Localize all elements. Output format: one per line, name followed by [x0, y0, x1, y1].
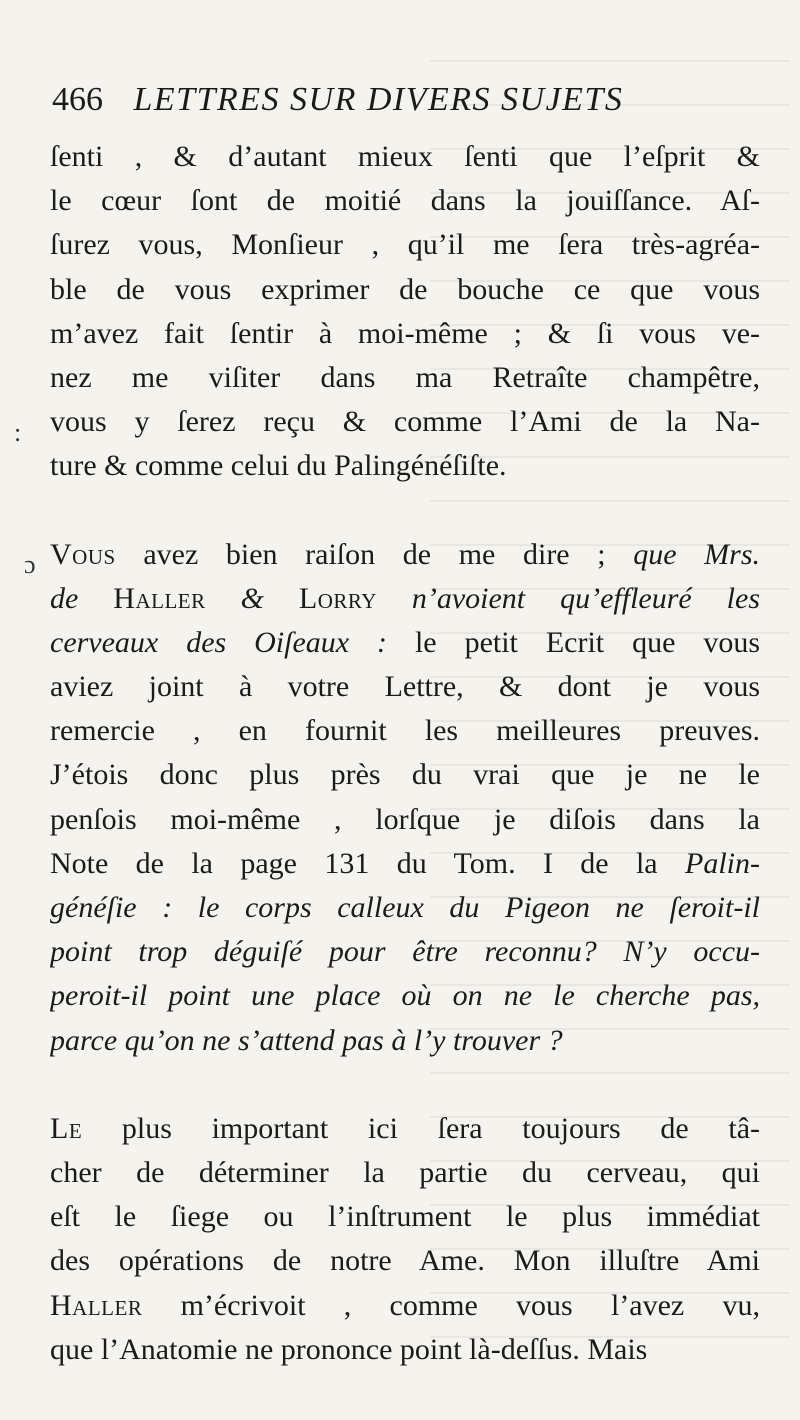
text-line: [50, 709, 760, 753]
text-segment: que l’Anatomie ne prononce point là-deſſus. Mais: [50, 1332, 648, 1366]
italic-text: cerveaux des Oiſeaux :: [50, 625, 388, 659]
text-segment: penſois moi-même , lorſque je diſois dans la: [50, 802, 760, 836]
italic-text: Palin-: [685, 846, 760, 880]
italic-text: n’avoient qu’effleuré les: [376, 581, 760, 615]
text-segment: le petit Ecrit que vous: [387, 625, 760, 659]
running-header: [52, 80, 752, 120]
text-line: [50, 974, 760, 1018]
text-segment: ture & comme celui du Palingénéſiſte.: [50, 449, 507, 483]
paragraph: [50, 533, 760, 1063]
text-line: [50, 312, 760, 356]
margin-mark: :: [14, 418, 22, 447]
text-line: [50, 842, 760, 886]
text-line: [50, 886, 760, 930]
small-caps-text: Haller: [113, 581, 206, 615]
italic-text: parce qu’on ne s’attend pas à l’y trouver ?: [50, 1023, 563, 1057]
text-segment: avez bien raiſon de me dire ;: [115, 537, 634, 571]
running-title: LETTRES SUR DIVERS SUJETS: [133, 81, 624, 118]
text-segment: eſt le ſiege ou l’inſtrument le plus immédiat: [50, 1200, 760, 1234]
text-segment: ſurez vous, Monſieur , qu’il me ſera très-agréa-: [50, 228, 760, 262]
text-segment: m’avez fait ſentir à moi-même ; & ſi vous ve-: [50, 316, 760, 350]
italic-text: que Mrs.: [633, 537, 760, 571]
text-segment: vous y ſerez reçu & comme l’Ami de la Na-: [50, 405, 760, 439]
text-segment: J’étois donc plus près du vrai que je ne le: [50, 758, 760, 792]
italic-text: de: [50, 581, 114, 615]
text-segment: Note de la page 131 du Tom. I de la: [50, 846, 685, 880]
paragraph: [50, 135, 760, 489]
small-caps-text: Haller: [50, 1288, 143, 1322]
text-segment: ble de vous exprimer de bouche ce que vous: [50, 272, 760, 306]
italic-text: généſie : le corps calleux du Pigeon ne ſeroit-il: [50, 891, 760, 924]
text-segment: plus important ici ſera toujours de tâ-: [82, 1111, 760, 1145]
text-segment: des opérations de notre Ame. Mon illuſtre Ami: [50, 1244, 760, 1278]
text-line: [50, 1328, 760, 1372]
margin-mark: ɔ: [24, 550, 36, 579]
italic-text: point trop déguiſé pour être reconnu? N’y occu-: [50, 935, 760, 969]
text-line: [50, 135, 760, 179]
text-line: [50, 268, 760, 312]
text-line: [50, 1239, 760, 1283]
text-line: [50, 577, 760, 621]
text-line: [50, 1107, 760, 1151]
text-line: [50, 753, 760, 797]
page-number: 466: [52, 81, 103, 118]
text-line: [50, 356, 760, 400]
italic-text: peroit-il point une place où on ne le cherche pas,: [50, 979, 760, 1013]
small-caps-text: Le: [50, 1111, 83, 1145]
text-line: [50, 621, 760, 665]
text-line: [50, 1019, 760, 1063]
text-segment: aviez joint à votre Lettre, & dont je vous: [50, 670, 760, 704]
text-line: [50, 533, 760, 577]
text-line: [50, 400, 760, 444]
text-line: [50, 179, 760, 223]
text-segment: m’écrivoit , comme vous l’avez vu,: [142, 1288, 760, 1322]
text-line: [50, 1151, 760, 1195]
text-line: [50, 223, 760, 267]
text-line: [50, 930, 760, 974]
text-line: [50, 665, 760, 709]
text-line: [50, 798, 760, 842]
paragraph: [50, 1107, 760, 1372]
text-segment: nez me viſiter dans ma Retraîte champêtre,: [50, 360, 760, 394]
text-segment: le cœur ſont de moitié dans la jouiſſance. Aſ-: [50, 184, 760, 218]
text-segment: ſenti , & d’autant mieux ſenti que l’eſprit &: [50, 140, 760, 173]
text-segment: cher de déterminer la partie du cerveau, qui: [50, 1155, 760, 1189]
body-text: [50, 135, 760, 1372]
text-segment: remercie , en fournit les meilleures preuves.: [50, 714, 760, 748]
small-caps-text: Vous: [50, 537, 116, 571]
text-line: [50, 444, 760, 488]
text-line: [50, 1284, 760, 1328]
text-line: [50, 1195, 760, 1239]
small-caps-text: Lorry: [298, 581, 377, 615]
italic-text: &: [205, 581, 299, 615]
